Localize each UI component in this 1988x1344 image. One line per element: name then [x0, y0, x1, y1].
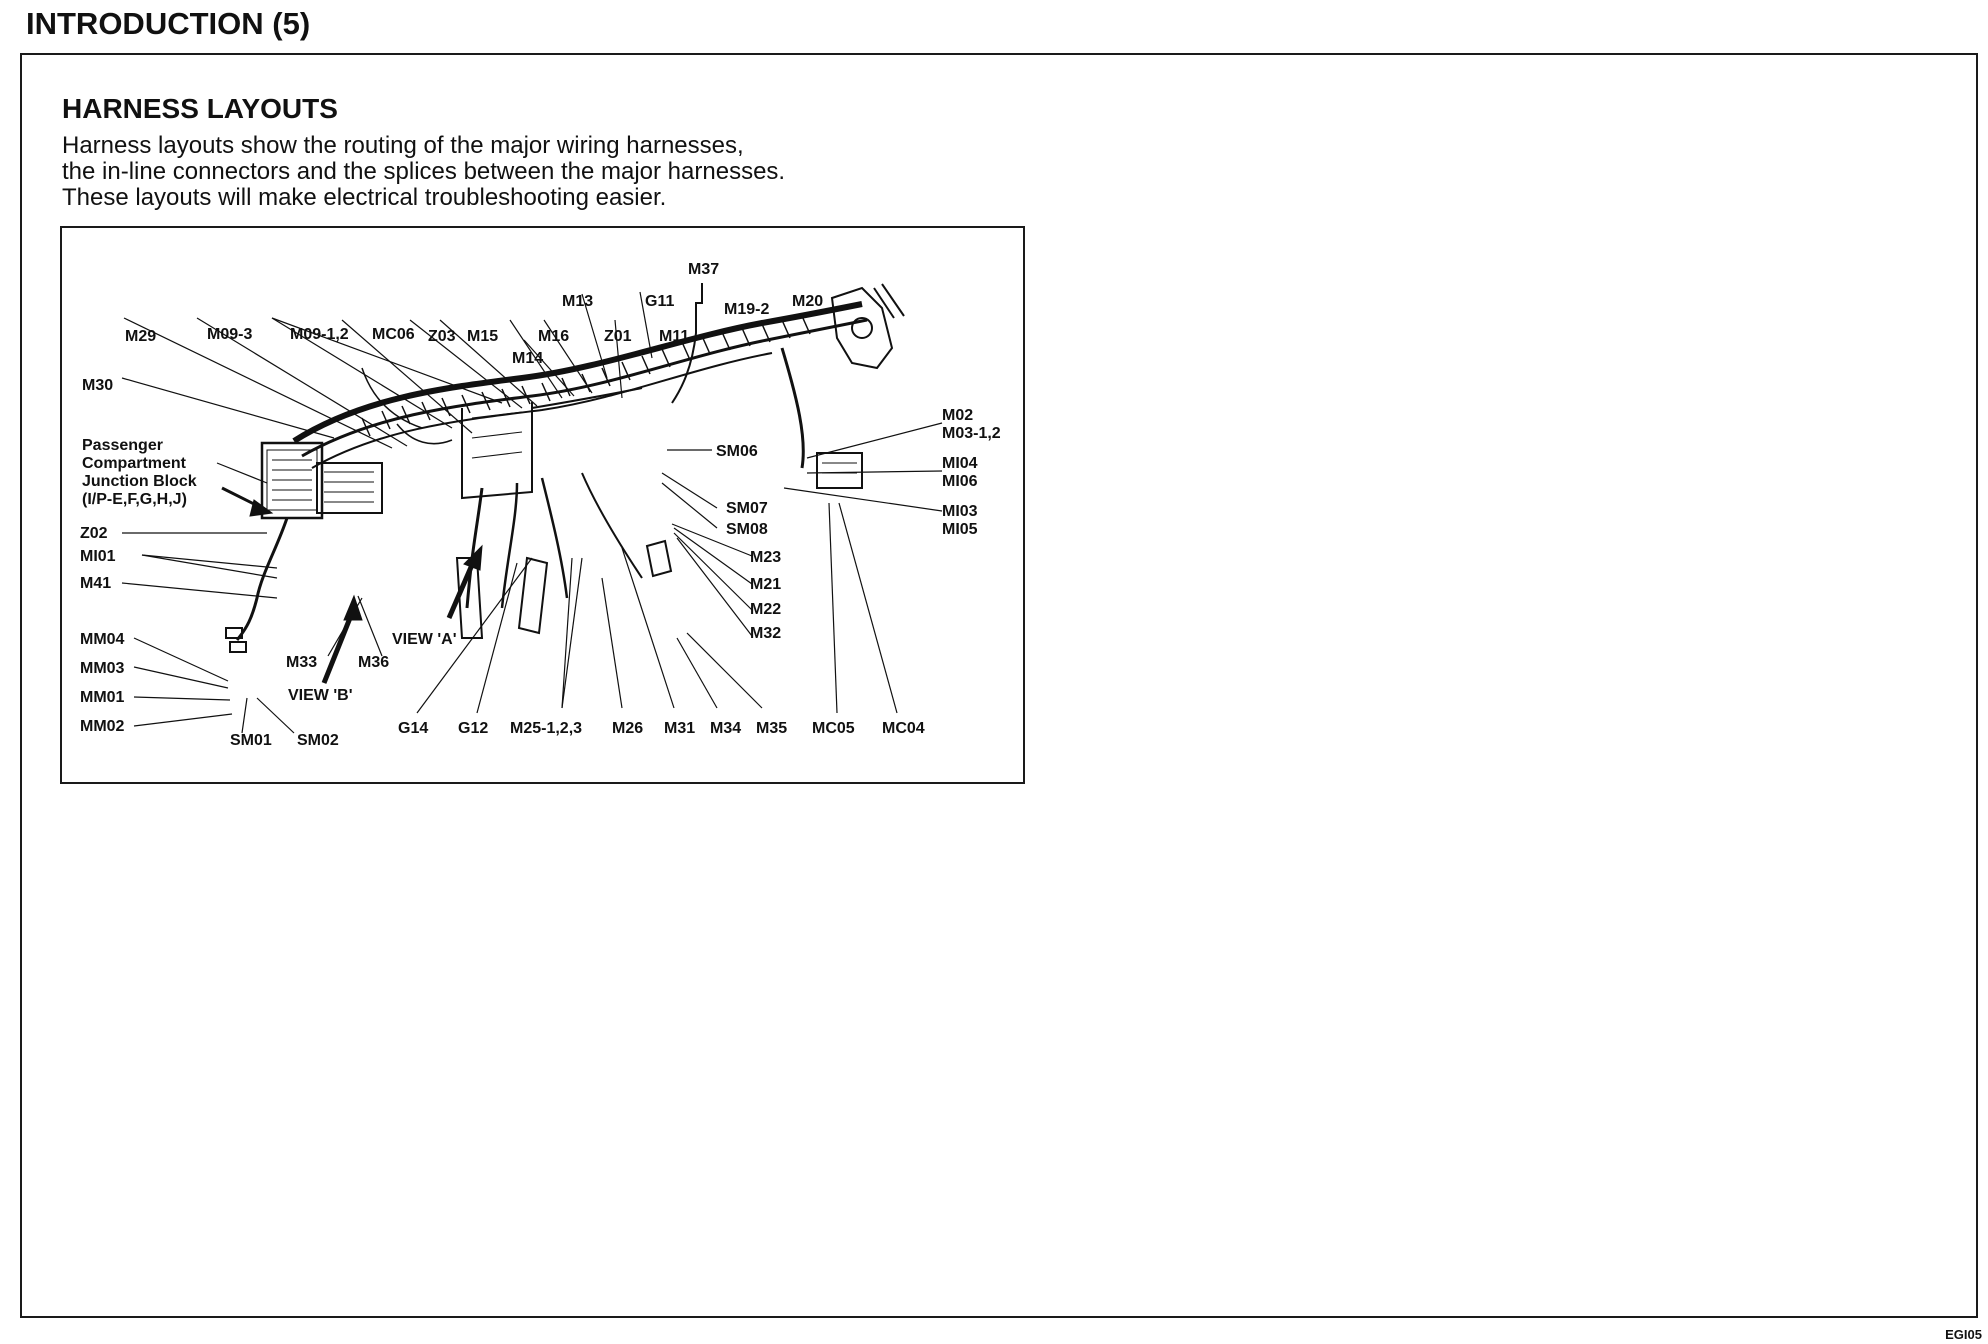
- label-m35: M35: [756, 720, 788, 737]
- label-m19-2: M19-2: [724, 301, 770, 318]
- label-m21: M21: [750, 576, 782, 593]
- label-mc04: MC04: [882, 720, 925, 737]
- label-view-b: VIEW 'B': [288, 687, 353, 704]
- label-g14: G14: [398, 720, 429, 737]
- label-m22: M22: [750, 601, 782, 618]
- label-z03: Z03: [428, 328, 456, 345]
- page-title: INTRODUCTION (5): [26, 6, 311, 41]
- harness-drawing: [62, 228, 1023, 782]
- label-m26: M26: [612, 720, 644, 737]
- label-z01: Z01: [604, 328, 632, 345]
- label-m25-123: M25-1,2,3: [510, 720, 583, 737]
- label-junction-block-4: (I/P-E,F,G,H,J): [82, 491, 187, 508]
- label-m11: M11: [659, 328, 690, 345]
- label-mm04: MM04: [80, 631, 125, 648]
- label-junction-block-3: Junction Block: [82, 473, 197, 490]
- label-sm06: SM06: [716, 443, 758, 460]
- label-m30: M30: [82, 377, 114, 394]
- label-m41: M41: [80, 575, 112, 592]
- label-m13: M13: [562, 293, 594, 310]
- label-z02: Z02: [80, 525, 108, 542]
- label-m14: M14: [512, 350, 544, 367]
- harness-layout-diagram: [60, 226, 1025, 784]
- label-mi04: MI04: [942, 455, 978, 472]
- label-m31: M31: [664, 720, 696, 737]
- label-mm03: MM03: [80, 660, 125, 677]
- label-sm02: SM02: [297, 732, 339, 749]
- label-mc06: MC06: [372, 326, 415, 343]
- label-g11: G11: [645, 293, 675, 310]
- section-title: HARNESS LAYOUTS: [62, 93, 338, 124]
- label-sm01: SM01: [230, 732, 272, 749]
- label-g12: G12: [458, 720, 489, 737]
- label-mi06: MI06: [942, 473, 978, 490]
- label-mm02: MM02: [80, 718, 125, 735]
- label-m15: M15: [467, 328, 499, 345]
- component-labels: [80, 261, 1001, 749]
- label-mi01: MI01: [80, 548, 116, 565]
- label-m23: M23: [750, 549, 782, 566]
- label-mm01: MM01: [80, 689, 125, 706]
- label-m33: M33: [286, 654, 318, 671]
- label-m29: M29: [125, 328, 157, 345]
- label-junction-block-1: Passenger: [82, 437, 163, 454]
- label-sm08: SM08: [726, 521, 768, 538]
- label-view-a: VIEW 'A': [392, 631, 457, 648]
- label-m16: M16: [538, 328, 570, 345]
- label-junction-block-2: Compartment: [82, 455, 187, 472]
- label-m03-12: M03-1,2: [942, 425, 1001, 442]
- label-m09-12: M09-1,2: [290, 326, 349, 343]
- label-m34: M34: [710, 720, 742, 737]
- intro-line: the in-line connectors and the splices between the major harnesses.: [62, 158, 786, 185]
- label-m02: M02: [942, 407, 974, 424]
- label-mi03: MI03: [942, 503, 978, 520]
- intro-paragraph: [62, 133, 785, 211]
- label-mc05: MC05: [812, 720, 855, 737]
- label-m09-3: M09-3: [207, 326, 253, 343]
- intro-line: Harness layouts show the routing of the major wiring harnesses,: [62, 132, 744, 159]
- label-m37: M37: [688, 261, 720, 278]
- label-mi05: MI05: [942, 521, 978, 538]
- label-m36: M36: [358, 654, 390, 671]
- label-m20: M20: [792, 293, 824, 310]
- label-m32: M32: [750, 625, 782, 642]
- label-sm07: SM07: [726, 500, 768, 517]
- intro-line: These layouts will make electrical troubleshooting easier.: [62, 184, 667, 211]
- page-code: EGI05: [1945, 1327, 1982, 1342]
